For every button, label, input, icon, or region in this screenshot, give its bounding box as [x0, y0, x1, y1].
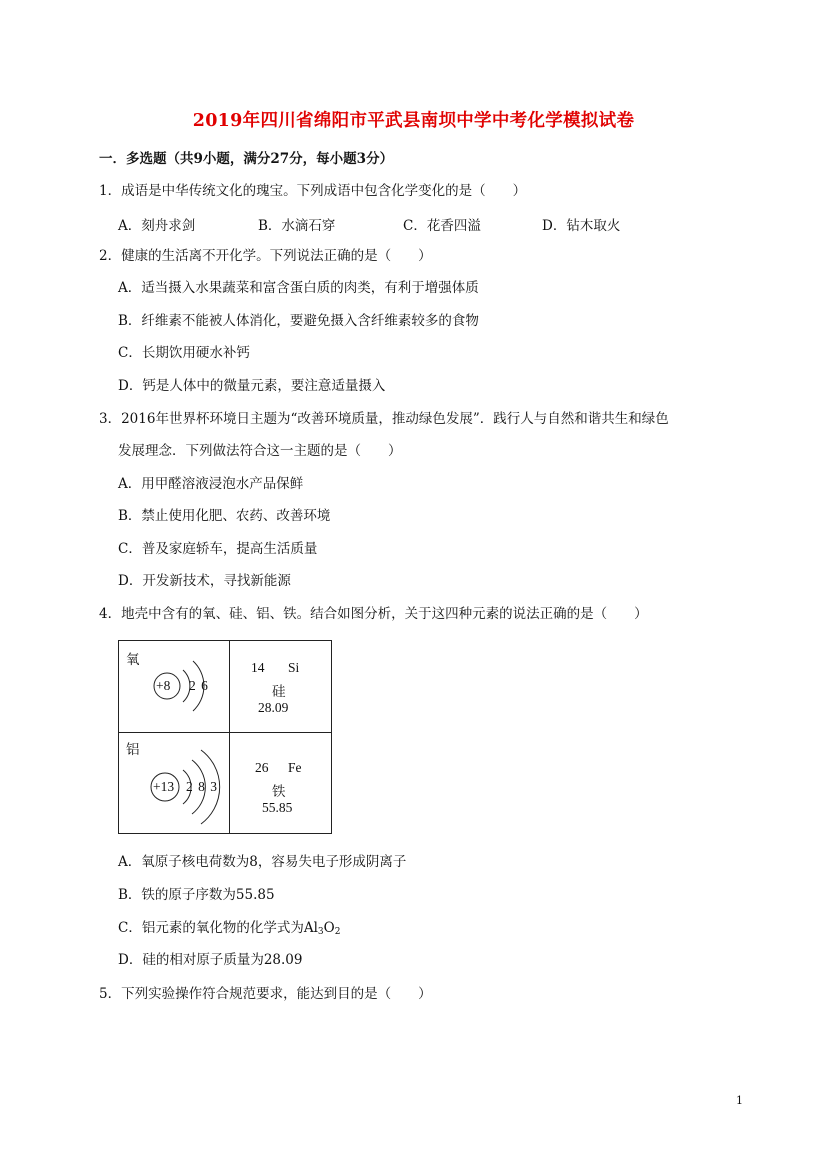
question-3-option-a: A．用甲醛溶液浸泡水产品保鲜 — [118, 476, 304, 492]
question-4-option-b: B．铁的原子序数为55.85 — [118, 887, 275, 903]
oxygen-label: 氧 — [126, 652, 140, 667]
question-3-stem-line2: 发展理念．下列做法符合这一主题的是（ ） — [118, 443, 402, 459]
question-1-option-a: A．刻舟求剑 — [118, 218, 196, 234]
silicon-atomic-number: 14 — [251, 660, 265, 675]
section-heading: 一．多选题（共9小题，满分27分，每小题3分） — [99, 151, 394, 167]
question-3-option-d: D．开发新技术，寻找新能源 — [118, 573, 291, 589]
silicon-symbol: Si — [288, 660, 300, 675]
silicon-name: 硅 — [272, 684, 286, 699]
iron-atomic-number: 26 — [255, 760, 269, 775]
question-1-options — [118, 214, 738, 232]
question-1-option-b: B．水滴石穿 — [258, 218, 336, 234]
question-1-stem: 1．成语是中华传统文化的瑰宝。下列成语中包含化学变化的是（ ） — [99, 183, 527, 199]
page-number: 1 — [736, 1094, 743, 1107]
iron-cell — [230, 733, 331, 833]
page-title: 2019年四川省绵阳市平武县南坝中学中考化学模拟试卷 — [192, 111, 635, 131]
question-3-stem-line1: 3．2016年世界杯环境日主题为“改善环境质量，推动绿色发展”．践行人与自然和谐共生和绿色 — [99, 411, 669, 427]
question-2-option-d: D．钙是人体中的微量元素，要注意适量摄入 — [118, 378, 386, 394]
iron-symbol: Fe — [288, 760, 302, 775]
question-4-stem: 4．地壳中含有的氧、硅、铝、铁。结合如图分析，关于这四种元素的说法正确的是（ ） — [99, 606, 648, 622]
question-2-option-b: B．纤维素不能被人体消化，要避免摄入含纤维素较多的食物 — [118, 313, 479, 329]
question-1-option-c: C．花香四溢 — [403, 218, 481, 234]
iron-atomic-mass: 55.85 — [262, 800, 293, 815]
question-4-option-a: A．氧原子核电荷数为8，容易失电子形成阴离子 — [118, 854, 407, 870]
silicon-atomic-mass: 28.09 — [258, 700, 289, 715]
question-2-stem: 2．健康的生活离不开化学。下列说法正确的是（ ） — [99, 248, 432, 264]
oxygen-atom-diagram — [119, 641, 229, 732]
question-3-option-b: B．禁止使用化肥、农药、改善环境 — [118, 508, 331, 524]
question-4-option-d: D．硅的相对原子质量为28.09 — [118, 952, 303, 968]
oxygen-cell — [119, 641, 230, 733]
question-2-option-a: A．适当摄入水果蔬菜和富含蛋白质的肉类，有利于增强体质 — [118, 280, 479, 296]
aluminum-cell — [119, 733, 230, 833]
aluminum-nucleus-charge: +13 — [153, 779, 175, 794]
question-4-option-c: C．铝元素的氧化物的化学式为$Al_3O_2$ — [118, 920, 341, 937]
silicon-cell — [230, 641, 331, 733]
question-5-stem: 5．下列实验操作符合规范要求，能达到目的是（ ） — [99, 986, 432, 1002]
iron-name: 铁 — [272, 784, 286, 799]
oxygen-shell-electrons: 2 6 — [189, 678, 209, 693]
question-1-option-d: D．钻木取火 — [542, 218, 621, 234]
oxygen-nucleus-charge: +8 — [156, 678, 171, 693]
question-2-option-c: C．长期饮用硬水补钙 — [118, 345, 250, 361]
aluminum-label: 铝 — [126, 742, 140, 757]
element-figure — [118, 640, 332, 834]
aluminum-shell-electrons: 2 8 3 — [186, 779, 218, 794]
question-3-option-c: C．普及家庭轿车，提高生活质量 — [118, 541, 318, 557]
